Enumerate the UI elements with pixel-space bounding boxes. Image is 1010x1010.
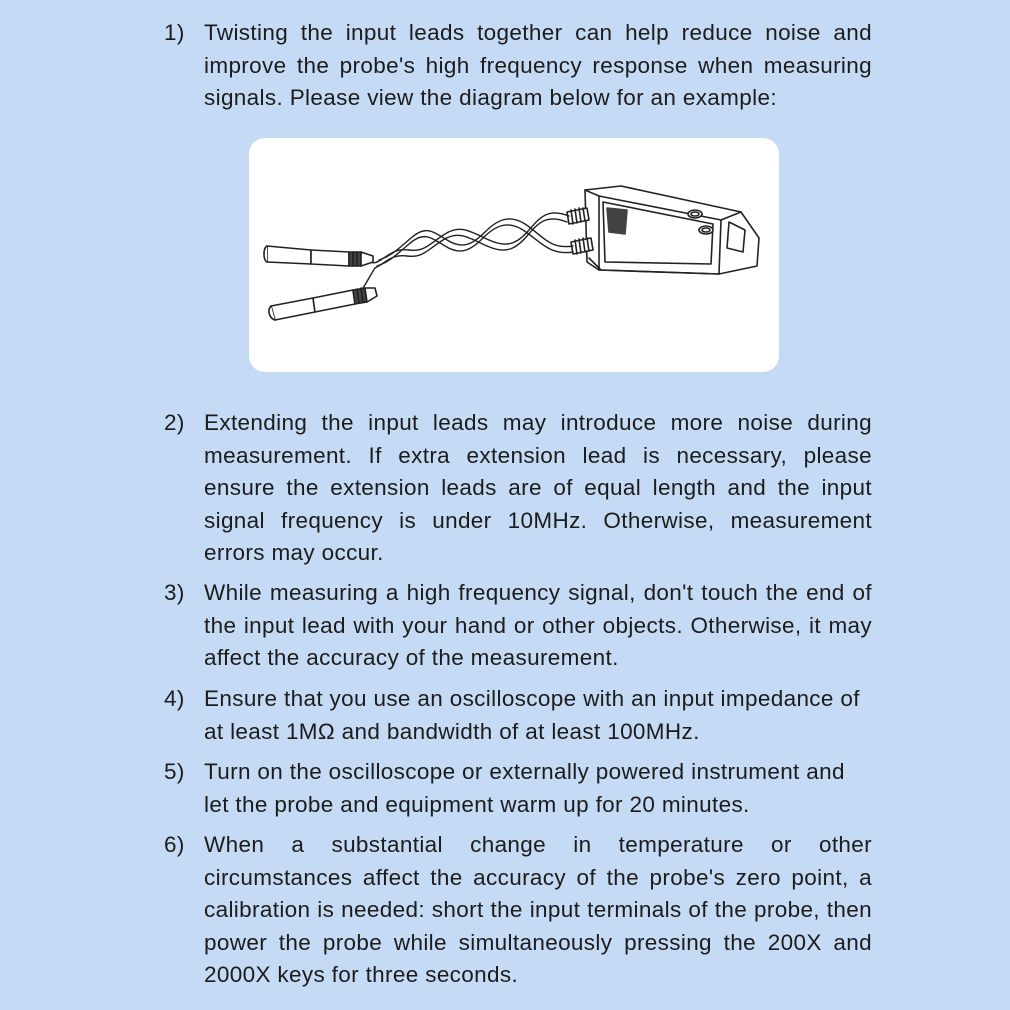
instruction-item-5	[164, 756, 884, 821]
twisted-leads	[359, 213, 573, 288]
item-text: While measuring a high frequency signal, don't touch the end of the input lead with your hand or other objects. Otherwise, it may affect the accuracy of the measurement.	[204, 580, 872, 670]
item-text: When a substantial change in temperature or other circumstances affect the accuracy of the probe's zero point, a calibration is needed: short the input terminals of the probe, then power the probe while simultaneously pressing the 200X and 2000X keys for three seconds.	[204, 832, 872, 987]
instruction-item-6	[164, 829, 884, 992]
item-text: Extending the input leads may introduce more noise during measurement. If extra extension lead is necessary, please ensure the extension leads are of equal length and the input signal frequency is under 10MHz. Otherwise, measurement errors may occur.	[204, 410, 872, 565]
item-number: 3)	[164, 580, 185, 605]
probe-diagram-panel	[249, 138, 779, 372]
instruction-item-3	[164, 577, 884, 675]
instruction-item-1	[164, 17, 884, 115]
instruction-item-2	[164, 407, 884, 570]
instruction-item-4	[164, 683, 884, 748]
item-number: 2)	[164, 410, 185, 435]
item-number: 5)	[164, 759, 185, 784]
upper-lead-plug	[264, 246, 373, 266]
item-number: 1)	[164, 20, 185, 45]
probe-body	[585, 186, 759, 274]
probe-twisted-leads-icon	[249, 138, 779, 372]
item-number: 4)	[164, 686, 185, 711]
item-text: Ensure that you use an oscilloscope with an input impedance of at least 1MΩ and bandwidth of at least 100MHz.	[204, 686, 860, 744]
item-number: 6)	[164, 832, 185, 857]
lower-lead-plug	[269, 288, 377, 320]
item-text: Turn on the oscilloscope or externally powered instrument and let the probe and equipment warm up for 20 minutes.	[204, 759, 845, 817]
item-text: Twisting the input leads together can help reduce noise and improve the probe's high frequency response when measuring signals. Please view the diagram below for an example:	[204, 20, 872, 110]
